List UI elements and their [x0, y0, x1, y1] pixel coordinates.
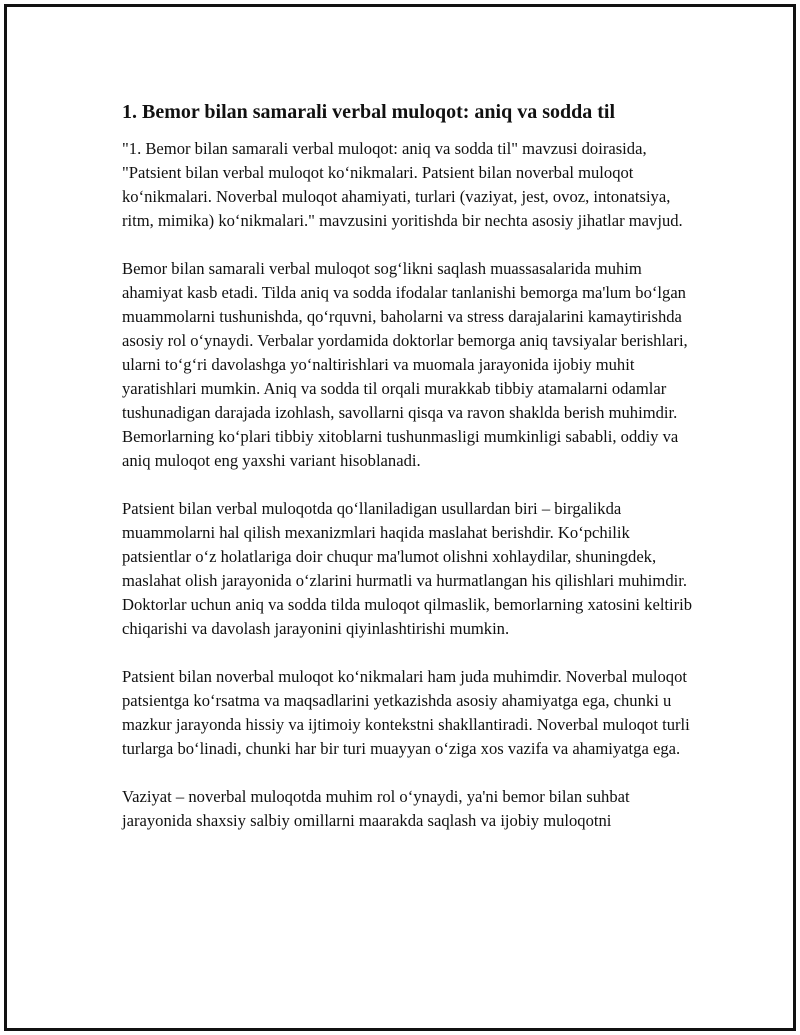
paragraph-verbal-methods: Patsient bilan verbal muloqotda qoʻllaniladigan usullardan biri – birgalikda muammolarni hal qilish mexanizmlari haqida maslahat berishdir. Koʻpchilik patsientlar oʻz holatlariga doir chuqur ma'lumot olishni xohlaydilar, shuningdek, maslahat olish jarayonida oʻzlarini hurmatli va hurmatlangan his qilishlari muhimdir. Doktorlar uchun aniq va sodda tilda muloqot qilmaslik, bemorlarning xatosini keltirib chiqarishi va davolash jarayonini qiyinlashtirishi mumkin. [122, 499, 693, 638]
paragraph-nonverbal-communication: Patsient bilan noverbal muloqot koʻnikmalari ham juda muhimdir. Noverbal muloqot patsientga koʻrsatma va maqsadlarini yetkazishda asosiy ahamiyatga ega, chunki u mazkur jarayonda hissiy va ijtimoiy kontekstni shakllantiradi. Noverbal muloqot turli turlarga boʻlinadi, chunki har bir turi muayyan oʻziga xos vazifa va ahamiyatga ega. [122, 667, 690, 758]
paragraph-intro: "1. Bemor bilan samarali verbal muloqot: aniq va sodda til" mavzusi doirasida, "Patsient bilan verbal muloqot koʻnikmalari. Patsient bilan noverbal muloqot koʻnikmalari. Noverbal muloqot ahamiyati, turlari (vaziyat, jest, ovoz, intonatsiya, ritm, mimika) koʻnikmalari." mavzusini yoritishda bir nechta asosiy jihatlar mavjud. [122, 139, 683, 230]
paragraph-verbal-communication: Bemor bilan samarali verbal muloqot sogʻlikni saqlash muassasalarida muhim ahamiyat kasb etadi. Tilda aniq va sodda ifodalar tanlanishi bemorga ma'lum boʻlgan muammolarni tushunishda, qoʻrquvni, baholarni va stress darajalarini kamaytirishda asosiy rol oʻynaydi. Verbalar yordamida doktorlar bemorga aniq tavsiyalar berishlari, ularni toʻgʻri davolashga yoʻnaltirishlari va muomala jarayonida ijobiy muhit yaratishlari mumkin. Aniq va sodda til orqali murakkab tibbiy atamalarni odamlar tushunadigan darajada izohlash, savollarni qisqa va ravon shaklda berish muhimdir. Bemorlarning koʻplari tibbiy xitoblarni tushunmasligi mumkinligi sababli, oddiy va aniq muloqot eng yaxshi variant hisoblanadi. [122, 259, 688, 470]
paragraph-situation: Vaziyat – noverbal muloqotda muhim rol oʻynaydi, ya'ni bemor bilan suhbat jarayonida shaxsiy salbiy omillarni maarakda saqlash va ijobiy muloqotni [122, 787, 630, 830]
document-title: 1. Bemor bilan samarali verbal muloqot: aniq va sodda til [122, 101, 616, 123]
document-body [122, 99, 702, 857]
page-frame [4, 4, 796, 1031]
